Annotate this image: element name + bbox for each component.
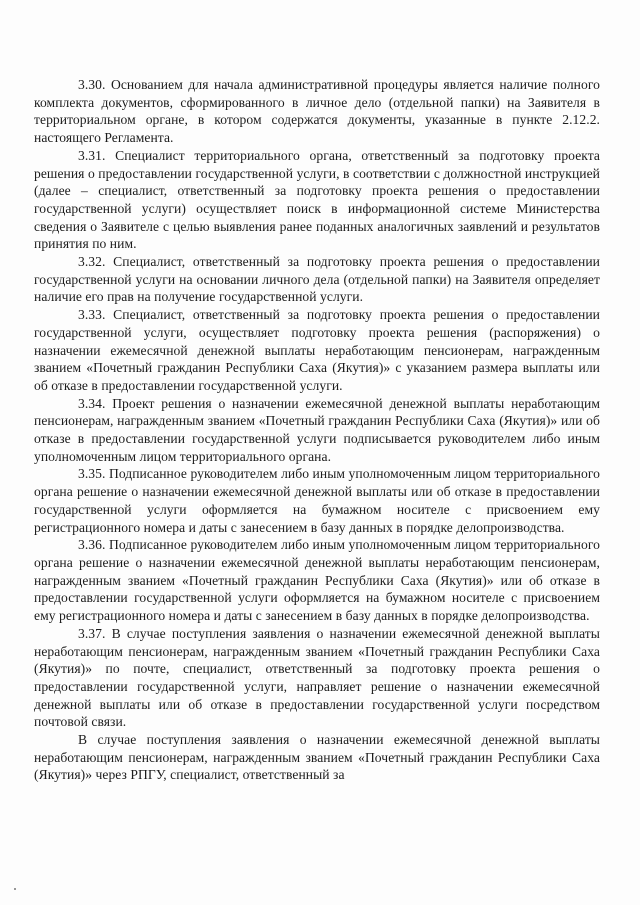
paragraph-3-31: 3.31. Специалист территориального органа, ответственный за подготовку проекта решения о предоставлении государственной услуги, в соответствии с должностной инструкцией (далее – специалист, ответственный за подготовку проекта решения о предоставлении государственной услуги) осуществляет поиск в информационной системе Министерства сведения о Заявителе с целью выявления ранее поданных аналогичных заявлений и результатов принятия по ним. bbox=[34, 147, 600, 252]
document-body bbox=[34, 76, 600, 784]
scan-speck bbox=[14, 888, 16, 890]
paragraph-3-32: 3.32. Специалист, ответственный за подготовку проекта решения о предоставлении государственной услуги на основании личного дела (отдельной папки) на Заявителя определяет наличие его прав на получение государственной услуги. bbox=[34, 254, 600, 305]
paragraph-3-34: 3.34. Проект решения о назначении ежемесячной денежной выплаты неработающим пенсионерам, награжденным званием «Почетный гражданин Республики Саха (Якутия)» или об отказе в предоставлении государственной услуги подписывается руководителем либо иным уполномоченным лицом территориального органа. bbox=[34, 395, 600, 464]
paragraph-3-35: 3.35. Подписанное руководителем либо иным уполномоченным лицом территориального органа решение о назначении ежемесячной денежной выплаты или об отказе в предоставлении государственной услуги оформляется на бумажном носителе с присвоением ему регистрационного номера и даты с занесением в базу данных в порядке делопроизводства. bbox=[34, 466, 600, 535]
paragraph-rpgu-case: В случае поступления заявления о назначении ежемесячной денежной выплаты неработающим пенсионерам, награжденным званием «Почетный гражданин Республики Саха (Якутия)» через РПГУ, специалист, ответственный за bbox=[34, 732, 600, 783]
paragraph-3-33: 3.33. Специалист, ответственный за подготовку проекта решения о предоставлении государственной услуги, осуществляет подготовку проекта решения (распоряжения) о назначении ежемесячной денежной выплаты неработающим пенсионерам, награжденным званием «Почетный гражданин Республики Саха (Якутия)» с указанием размера выплаты или об отказе в предоставлении государственной услуги. bbox=[34, 307, 600, 393]
paragraph-3-30: 3.30. Основанием для начала административной процедуры является наличие полного комплекта документов, сформированного в личное дело (отдельной папки) на Заявителя в территориальном органе, в котором содержатся документы, указанные в пункте 2.12.2. настоящего Регламента. bbox=[34, 77, 600, 146]
paragraph-3-36: 3.36. Подписанное руководителем либо иным уполномоченным лицом территориального органа решение о назначении ежемесячной денежной выплаты неработающим пенсионерам, награжденным званием «Почетный гражданин Республики Саха (Якутия)» или об отказе в предоставлении государственной услуги оформляется на бумажном носителе с присвоением ему регистрационного номера и даты с занесением в базу данных в порядке делопроизводства. bbox=[34, 537, 600, 624]
paragraph-3-37: 3.37. В случае поступления заявления о назначении ежемесячной денежной выплаты неработающим пенсионерам, награжденным званием «Почетный гражданин Республики Саха (Якутия)» по почте, специалист, ответственный за подготовку проекта решения о предоставлении государственной услуги, направляет решение о назначении ежемесячной денежной выплаты или об отказе в предоставлении государственной услуги посредством почтовой связи. bbox=[34, 625, 600, 730]
